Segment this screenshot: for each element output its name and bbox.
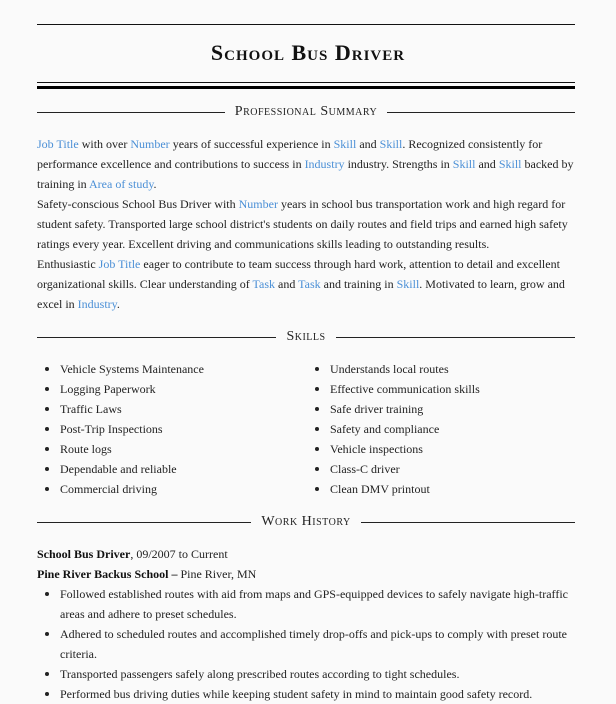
summary-text: years in school bus transportation work and high regard for student safety. Transported large school district's students on daily routes and field trips and earned high safety ratings every year. Excellent driving and communications skills leading to outstanding results. xyxy=(37,197,568,251)
top-rule xyxy=(37,24,575,25)
skill-item: Post-Trip Inspections xyxy=(37,419,307,439)
summary-text: . Motivated to learn, grow and excel in xyxy=(37,277,565,311)
summary-text: and training in xyxy=(320,277,397,291)
job-entry xyxy=(37,544,577,704)
employer-location: Pine River, MN xyxy=(177,567,257,581)
skill-item: Traffic Laws xyxy=(37,399,307,419)
summary-text: and xyxy=(356,137,380,151)
placeholder-link[interactable]: Job Title xyxy=(98,257,141,271)
summary-text: Safety-conscious School Bus Driver with xyxy=(37,197,239,211)
heading-rule-right xyxy=(361,522,575,523)
summary-text: backed by training in xyxy=(37,157,574,191)
summary-text: and xyxy=(275,277,299,291)
duty-item: Performed bus driving duties while keeping student safety in mind to maintain good safety record. xyxy=(37,684,577,704)
placeholder-link[interactable]: Job Title xyxy=(37,137,79,151)
heading-rule-left xyxy=(37,522,251,523)
skill-item: Safe driver training xyxy=(307,399,577,419)
summary-paragraph-2 xyxy=(37,194,577,254)
summary-paragraph-3 xyxy=(37,254,577,314)
section-heading-work xyxy=(37,514,575,530)
heading-rule-left xyxy=(37,337,276,338)
placeholder-link[interactable]: Skill xyxy=(379,137,403,151)
resume-title: School Bus Driver xyxy=(210,40,406,65)
skill-item: Logging Paperwork xyxy=(37,379,307,399)
skills-column-left xyxy=(37,359,307,499)
job-title: School Bus Driver xyxy=(37,547,131,561)
placeholder-link[interactable]: Industry xyxy=(304,157,345,171)
placeholder-link[interactable]: Task xyxy=(252,277,276,291)
employer-separator: – xyxy=(168,567,178,581)
heading-rule-right xyxy=(336,337,575,338)
job-title-line xyxy=(37,544,577,564)
skills-list xyxy=(37,359,577,499)
job-duties xyxy=(37,584,577,704)
skill-item: Commercial driving xyxy=(37,479,307,499)
summary-text: . xyxy=(116,297,120,311)
duty-item: Adhered to scheduled routes and accomplished timely drop-offs and pick-ups to comply with preset route criteria. xyxy=(37,624,577,664)
employer-line xyxy=(37,564,577,584)
skill-item: Vehicle inspections xyxy=(307,439,577,459)
skill-item: Class-C driver xyxy=(307,459,577,479)
employer-name: Pine River Backus School xyxy=(37,567,169,581)
placeholder-link[interactable]: Area of study xyxy=(89,177,154,191)
summary-text: and xyxy=(475,157,499,171)
summary-text: years of successful experience in xyxy=(169,137,334,151)
section-title: Skills xyxy=(286,329,326,344)
placeholder-link[interactable]: Skill xyxy=(498,157,522,171)
summary-text: . Recognized consistently for performance excellence and contributions to success in xyxy=(37,137,543,171)
skills-column-right xyxy=(307,359,577,499)
placeholder-link[interactable]: Skill xyxy=(452,157,476,171)
placeholder-link[interactable]: Task xyxy=(298,277,321,291)
placeholder-link[interactable]: Number xyxy=(130,137,170,151)
skill-item: Clean DMV printout xyxy=(307,479,577,499)
summary-text: . xyxy=(153,177,157,191)
summary-text: eager to contribute to team success through hard work, attention to detail and excellent organizational skills. Clear understanding of xyxy=(37,257,560,291)
section-heading-summary xyxy=(37,104,575,120)
summary-paragraph-1 xyxy=(37,134,577,194)
skill-item: Route logs xyxy=(37,439,307,459)
placeholder-link[interactable]: Skill xyxy=(396,277,420,291)
section-title: Professional Summary xyxy=(234,104,378,119)
skill-item: Effective communication skills xyxy=(307,379,577,399)
skill-item: Vehicle Systems Maintenance xyxy=(37,359,307,379)
duty-item: Followed established routes with aid from maps and GPS-equipped devices to safely navigate high-traffic areas and adhere to preset schedules. xyxy=(37,584,577,624)
skill-item: Safety and compliance xyxy=(307,419,577,439)
summary-text: Enthusiastic xyxy=(37,257,99,271)
professional-summary xyxy=(37,134,577,314)
summary-text: industry. Strengths in xyxy=(344,157,453,171)
placeholder-link[interactable]: Number xyxy=(238,197,278,211)
job-dates: , 09/2007 to Current xyxy=(130,547,228,561)
placeholder-link[interactable]: Industry xyxy=(77,297,117,311)
section-title: Work History xyxy=(261,514,351,529)
section-heading-skills xyxy=(37,329,575,345)
skill-item: Dependable and reliable xyxy=(37,459,307,479)
title-rule-thick xyxy=(37,86,575,89)
title-rule-thin xyxy=(37,82,575,83)
summary-text: with over xyxy=(78,137,131,151)
placeholder-link[interactable]: Skill xyxy=(333,137,357,151)
heading-rule-left xyxy=(37,112,225,113)
skill-item: Understands local routes xyxy=(307,359,577,379)
heading-rule-right xyxy=(387,112,575,113)
duty-item: Transported passengers safely along prescribed routes according to tight schedules. xyxy=(37,664,577,684)
